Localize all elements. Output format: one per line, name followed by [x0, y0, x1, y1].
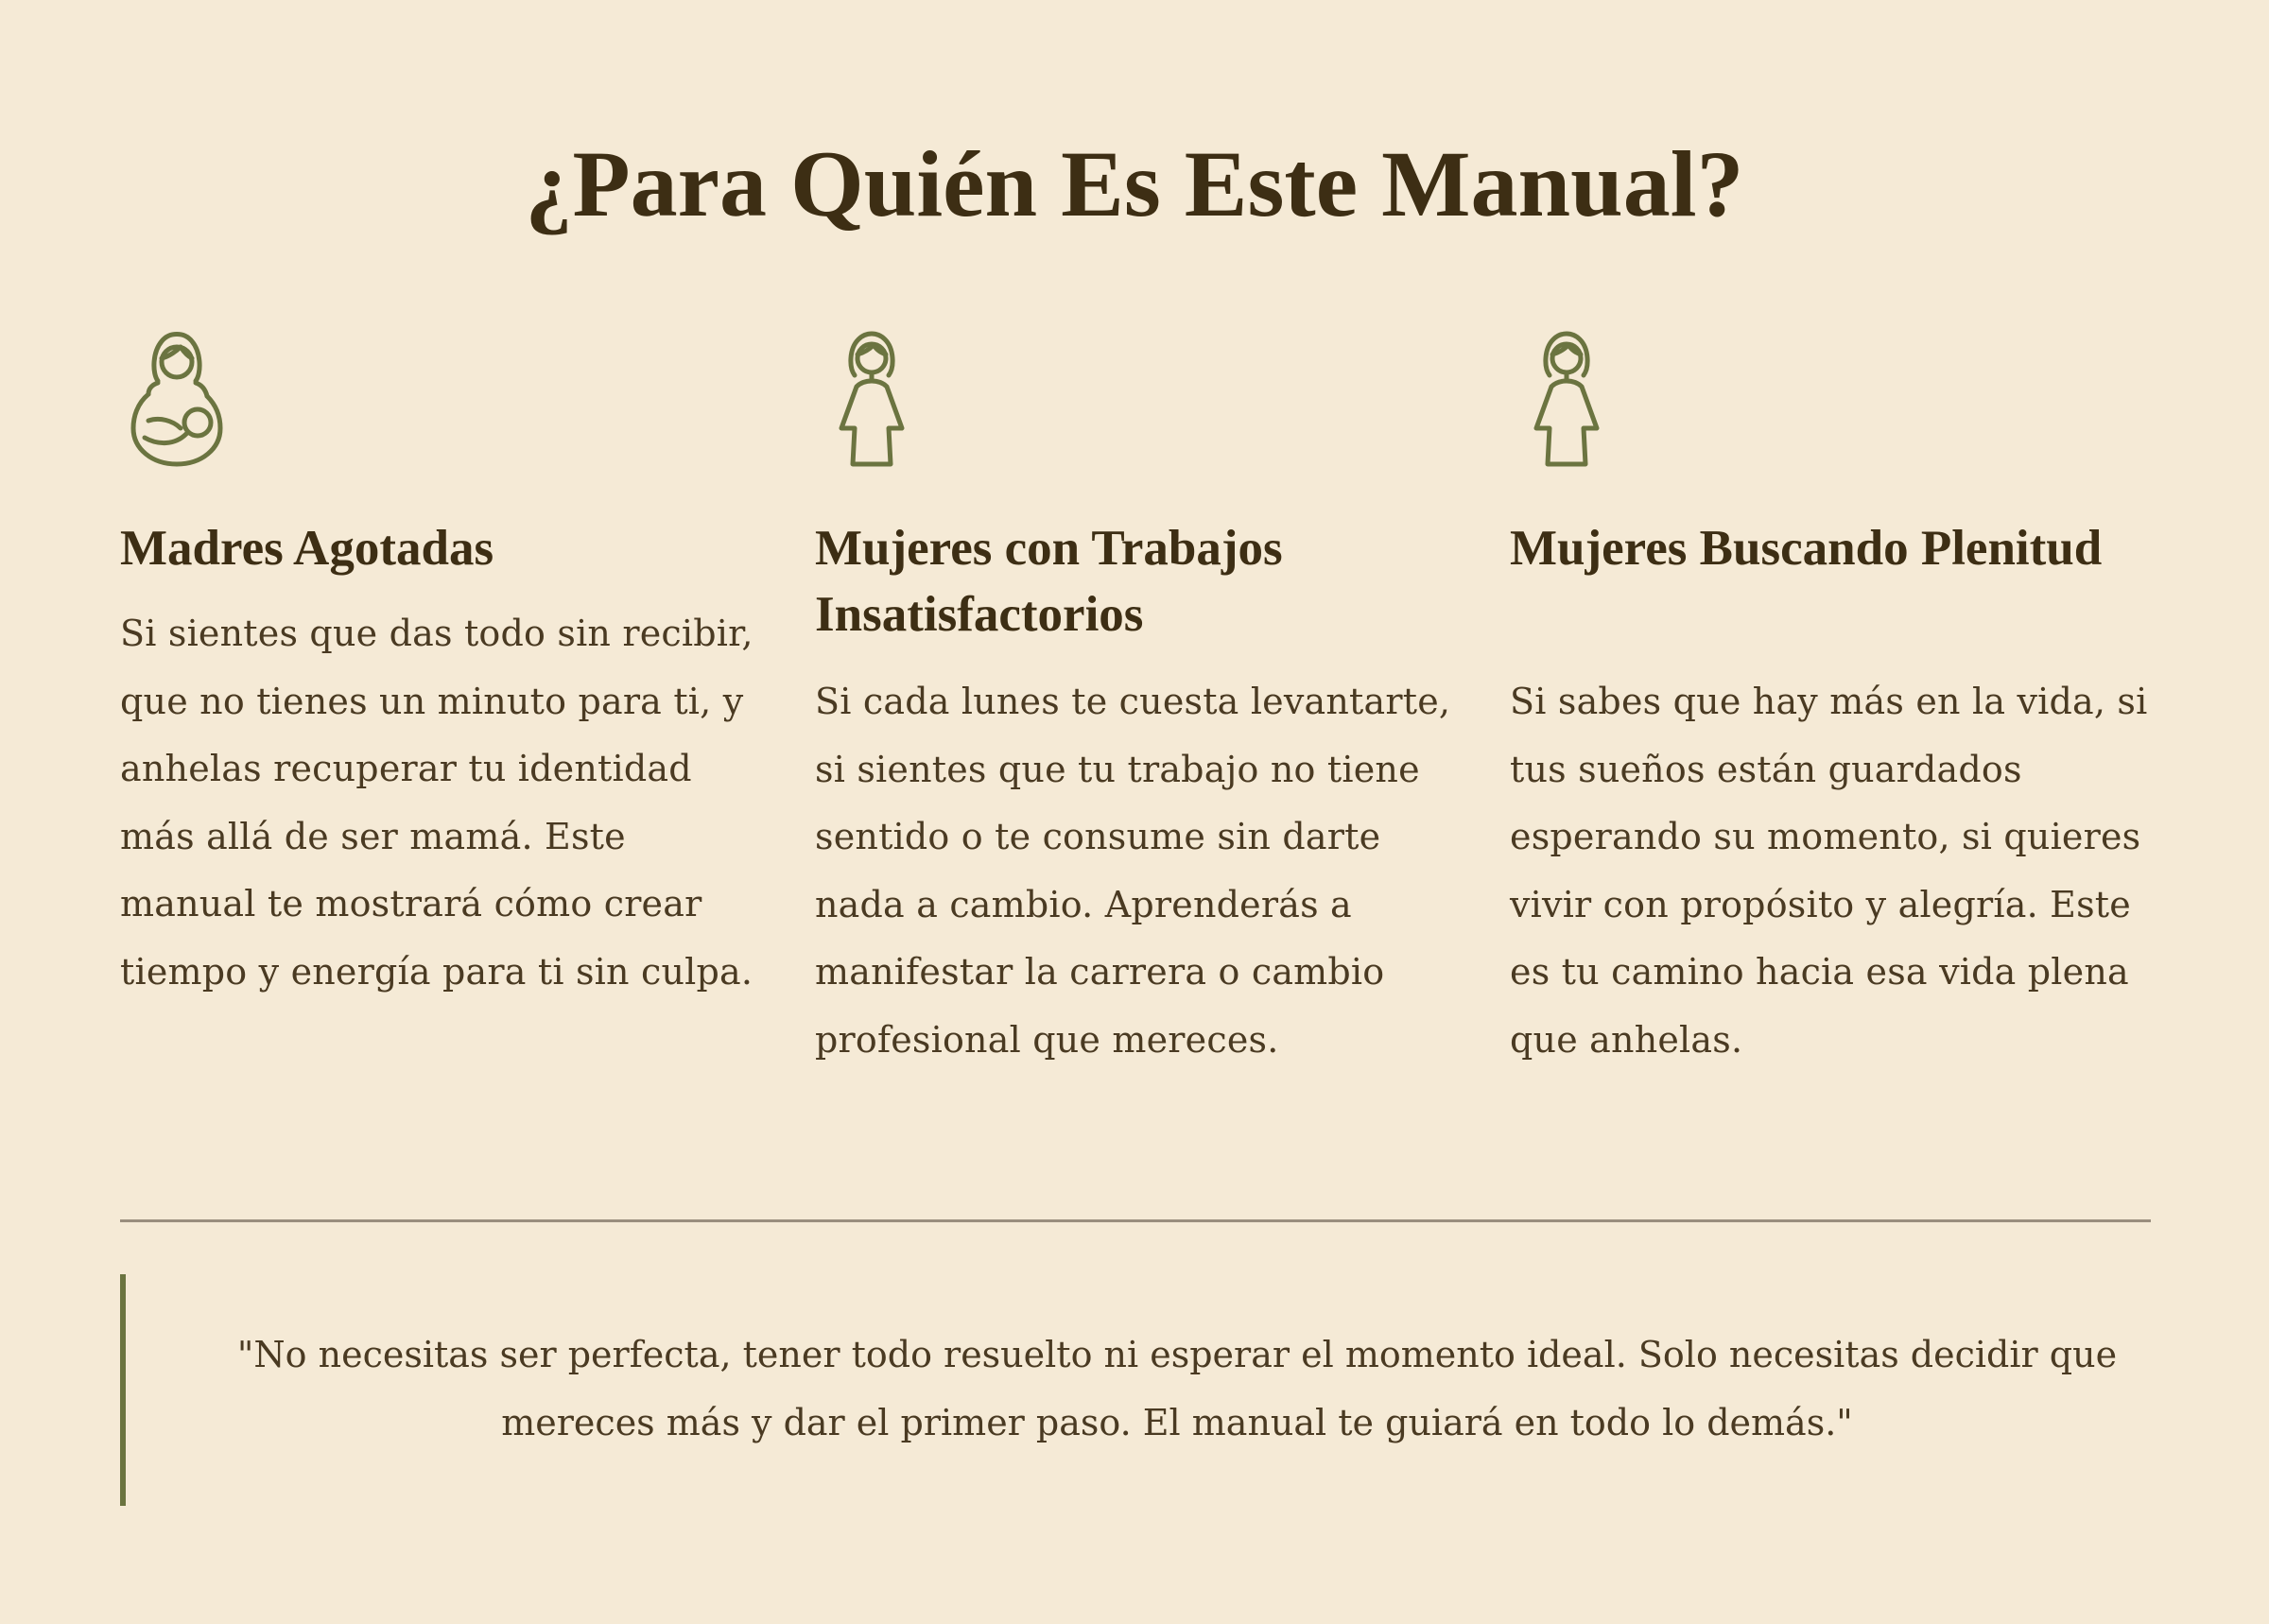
audience-card-seeking-fulfillment: [1510, 326, 2162, 1061]
audience-description: Si cada lunes te cuesta levantarte, si sientes que tu trabajo no tiene sentido o te consume sin darte nada a cambio. Aprenderás a manifestar la carrera o cambio profesional que mereces.: [815, 681, 1451, 1061]
page-title: ¿Para Quién Es Este Manual?: [525, 131, 1744, 236]
audience-card-mothers: [120, 326, 772, 993]
mother-with-baby-icon: [120, 326, 234, 468]
woman-icon: [815, 326, 928, 468]
audience-heading: Mujeres con Trabajos Insatisfactorios: [815, 521, 1283, 642]
audience-description: Si sabes que hay más en la vida, si tus sueños están guardados esperando su momento, si quieres vivir con propósito y alegría. Este es tu camino hacia esa vida plena que anhelas.: [1510, 681, 2148, 1061]
audience-description: Si sientes que das todo sin recibir, que no tienes un minuto para ti, y anhelas recuperar tu identidad más allá de ser mamá. Este manual te mostrará cómo crear tiempo y energía para ti sin culpa.: [120, 613, 753, 993]
closing-quote: "No necesitas ser perfecta, tener todo resuelto ni esperar el momento ideal. Solo necesitas decidir que mereces más y dar el primer paso. El manual te guiará en todo lo demás.": [236, 1334, 2118, 1443]
woman-icon: [1510, 326, 1623, 468]
quote-accent-bar: [120, 1274, 126, 1506]
audience-heading: Madres Agotadas: [120, 521, 494, 576]
audience-heading: Mujeres Buscando Plenitud: [1510, 521, 2103, 576]
section-divider: [120, 1219, 2151, 1222]
audience-card-unsatisfied-workers: [815, 326, 1467, 1061]
